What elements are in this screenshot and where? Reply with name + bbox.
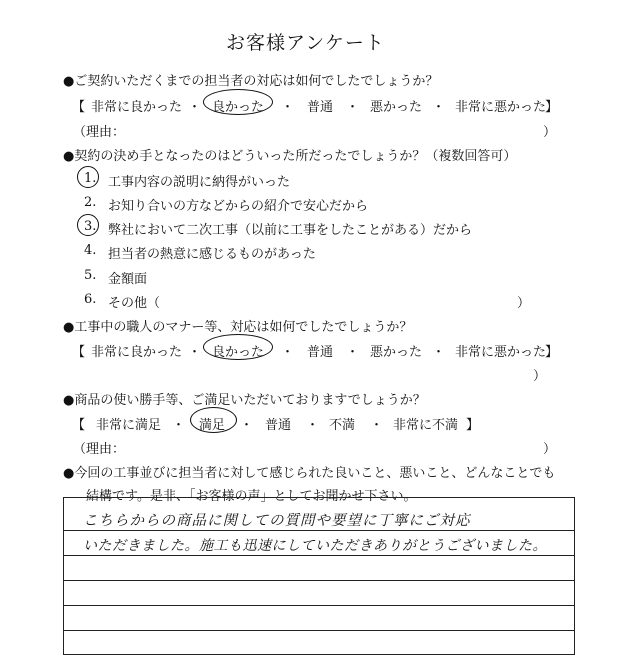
q4-separator: ・ [172, 418, 186, 433]
q1-separator: ・ [281, 100, 295, 115]
comment-rule [63, 630, 575, 631]
q2-item-1-selection-circle [77, 166, 99, 188]
q3-selection-circle [203, 334, 273, 360]
q1-reason-label: （理由： [73, 125, 126, 140]
page-title: お客様アンケート [226, 32, 385, 54]
q4-separator: ・ [306, 418, 320, 433]
q4-separator: ・ [370, 418, 384, 433]
question-5-line-2: 結構です。是非、「お客様の声」としてお聞かせ下さい。 [86, 489, 417, 504]
q1-reason-close: ） [543, 125, 557, 140]
q2-item-number: 6. [84, 292, 97, 307]
q2-item-3-selection-circle [77, 214, 99, 236]
q3-bracket-close: 】 [545, 345, 559, 360]
comment-rule [63, 580, 575, 581]
q4-option-dissatisfied[interactable]: 不満 [329, 418, 356, 433]
q4-bracket-close: 】 [466, 418, 480, 433]
comment-answer-line-2: いただきました。施工も迅速にしていただきありがとうございました。 [83, 538, 547, 554]
q3-separator: ・ [188, 345, 202, 360]
q3-option-very-good[interactable]: 非常に良かった [91, 345, 183, 360]
q4-separator: ・ [240, 418, 254, 433]
q1-bracket-open: 【 [72, 100, 86, 115]
q3-separator: ・ [346, 345, 360, 360]
q3-separator: ・ [432, 345, 446, 360]
q1-separator: ・ [346, 100, 360, 115]
q2-item-2[interactable]: お知り合いの方などからの紹介で安心だから [108, 199, 369, 214]
question-2: ●契約の決め手となったのはどういった所だったでしょうか？（複数回答可） [63, 149, 517, 164]
question-4: ●商品の使い勝手等、ご満足いただいておりますでしょうか？ [63, 393, 426, 408]
q1-option-bad[interactable]: 悪かった [370, 100, 423, 115]
q4-reason-close: ） [543, 442, 557, 457]
q3-option-good[interactable]: 良かった [212, 345, 265, 360]
q1-bracket-close: 】 [545, 100, 559, 115]
q3-option-bad[interactable]: 悪かった [370, 345, 423, 360]
comment-rule [63, 605, 575, 606]
q3-option-normal[interactable]: 普通 [307, 345, 334, 360]
q4-reason-label: （理由： [73, 442, 126, 457]
comment-rule [63, 530, 575, 531]
q2-item-number: 4. [84, 243, 97, 258]
q4-bracket-open: 【 [72, 418, 86, 433]
q1-option-normal[interactable]: 普通 [307, 100, 334, 115]
q1-option-very-bad[interactable]: 非常に悪かった [455, 100, 547, 115]
comment-rule [63, 555, 575, 556]
q3-reason-close: ） [533, 369, 547, 384]
q1-option-very-good[interactable]: 非常に良かった [91, 100, 183, 115]
q3-bracket-open: 【 [72, 345, 86, 360]
q2-item-5[interactable]: 金額面 [108, 272, 148, 287]
q1-separator: ・ [188, 100, 202, 115]
q1-separator: ・ [432, 100, 446, 115]
question-5-line-1: ●今回の工事並びに担当者に対して感じられた良いこと、悪いこと、どんなことでも [63, 466, 556, 481]
q4-selection-circle [190, 407, 237, 433]
q4-option-normal[interactable]: 普通 [265, 418, 292, 433]
q3-option-very-bad[interactable]: 非常に悪かった [455, 345, 547, 360]
q4-option-very-satisfied[interactable]: 非常に満足 [96, 418, 162, 433]
q3-separator: ・ [281, 345, 295, 360]
q2-item-4[interactable]: 担当者の熱意に感じるものがあった [108, 247, 316, 262]
q1-option-good[interactable]: 良かった [212, 100, 265, 115]
q4-option-very-dissatisfied[interactable]: 非常に不満 [393, 418, 459, 433]
q2-item-3[interactable]: 弊社において二次工事（以前に工事をしたことがある）だから [108, 223, 473, 238]
q4-option-satisfied[interactable]: 満足 [199, 418, 226, 433]
comment-answer-line-1: こちらからの商品に関しての質問や要望に丁寧にご対応 [83, 513, 471, 529]
q2-item-number: 3. [84, 219, 97, 234]
question-1: ●ご契約いただくまでの担当者の対応は如何でしたでしょうか？ [63, 74, 439, 89]
q1-selection-circle [203, 89, 273, 115]
question-3: ●工事中の職人のマナー等、対応は如何でしたでしょうか？ [63, 320, 413, 335]
q2-other-close: ） [517, 296, 531, 311]
q2-item-number: 2. [84, 195, 97, 210]
q2-item-number: 1. [84, 171, 97, 186]
q2-item-6[interactable]: その他（ [108, 296, 161, 311]
q2-item-number: 5. [84, 268, 97, 283]
q2-item-1[interactable]: 工事内容の説明に納得がいった [108, 175, 291, 190]
